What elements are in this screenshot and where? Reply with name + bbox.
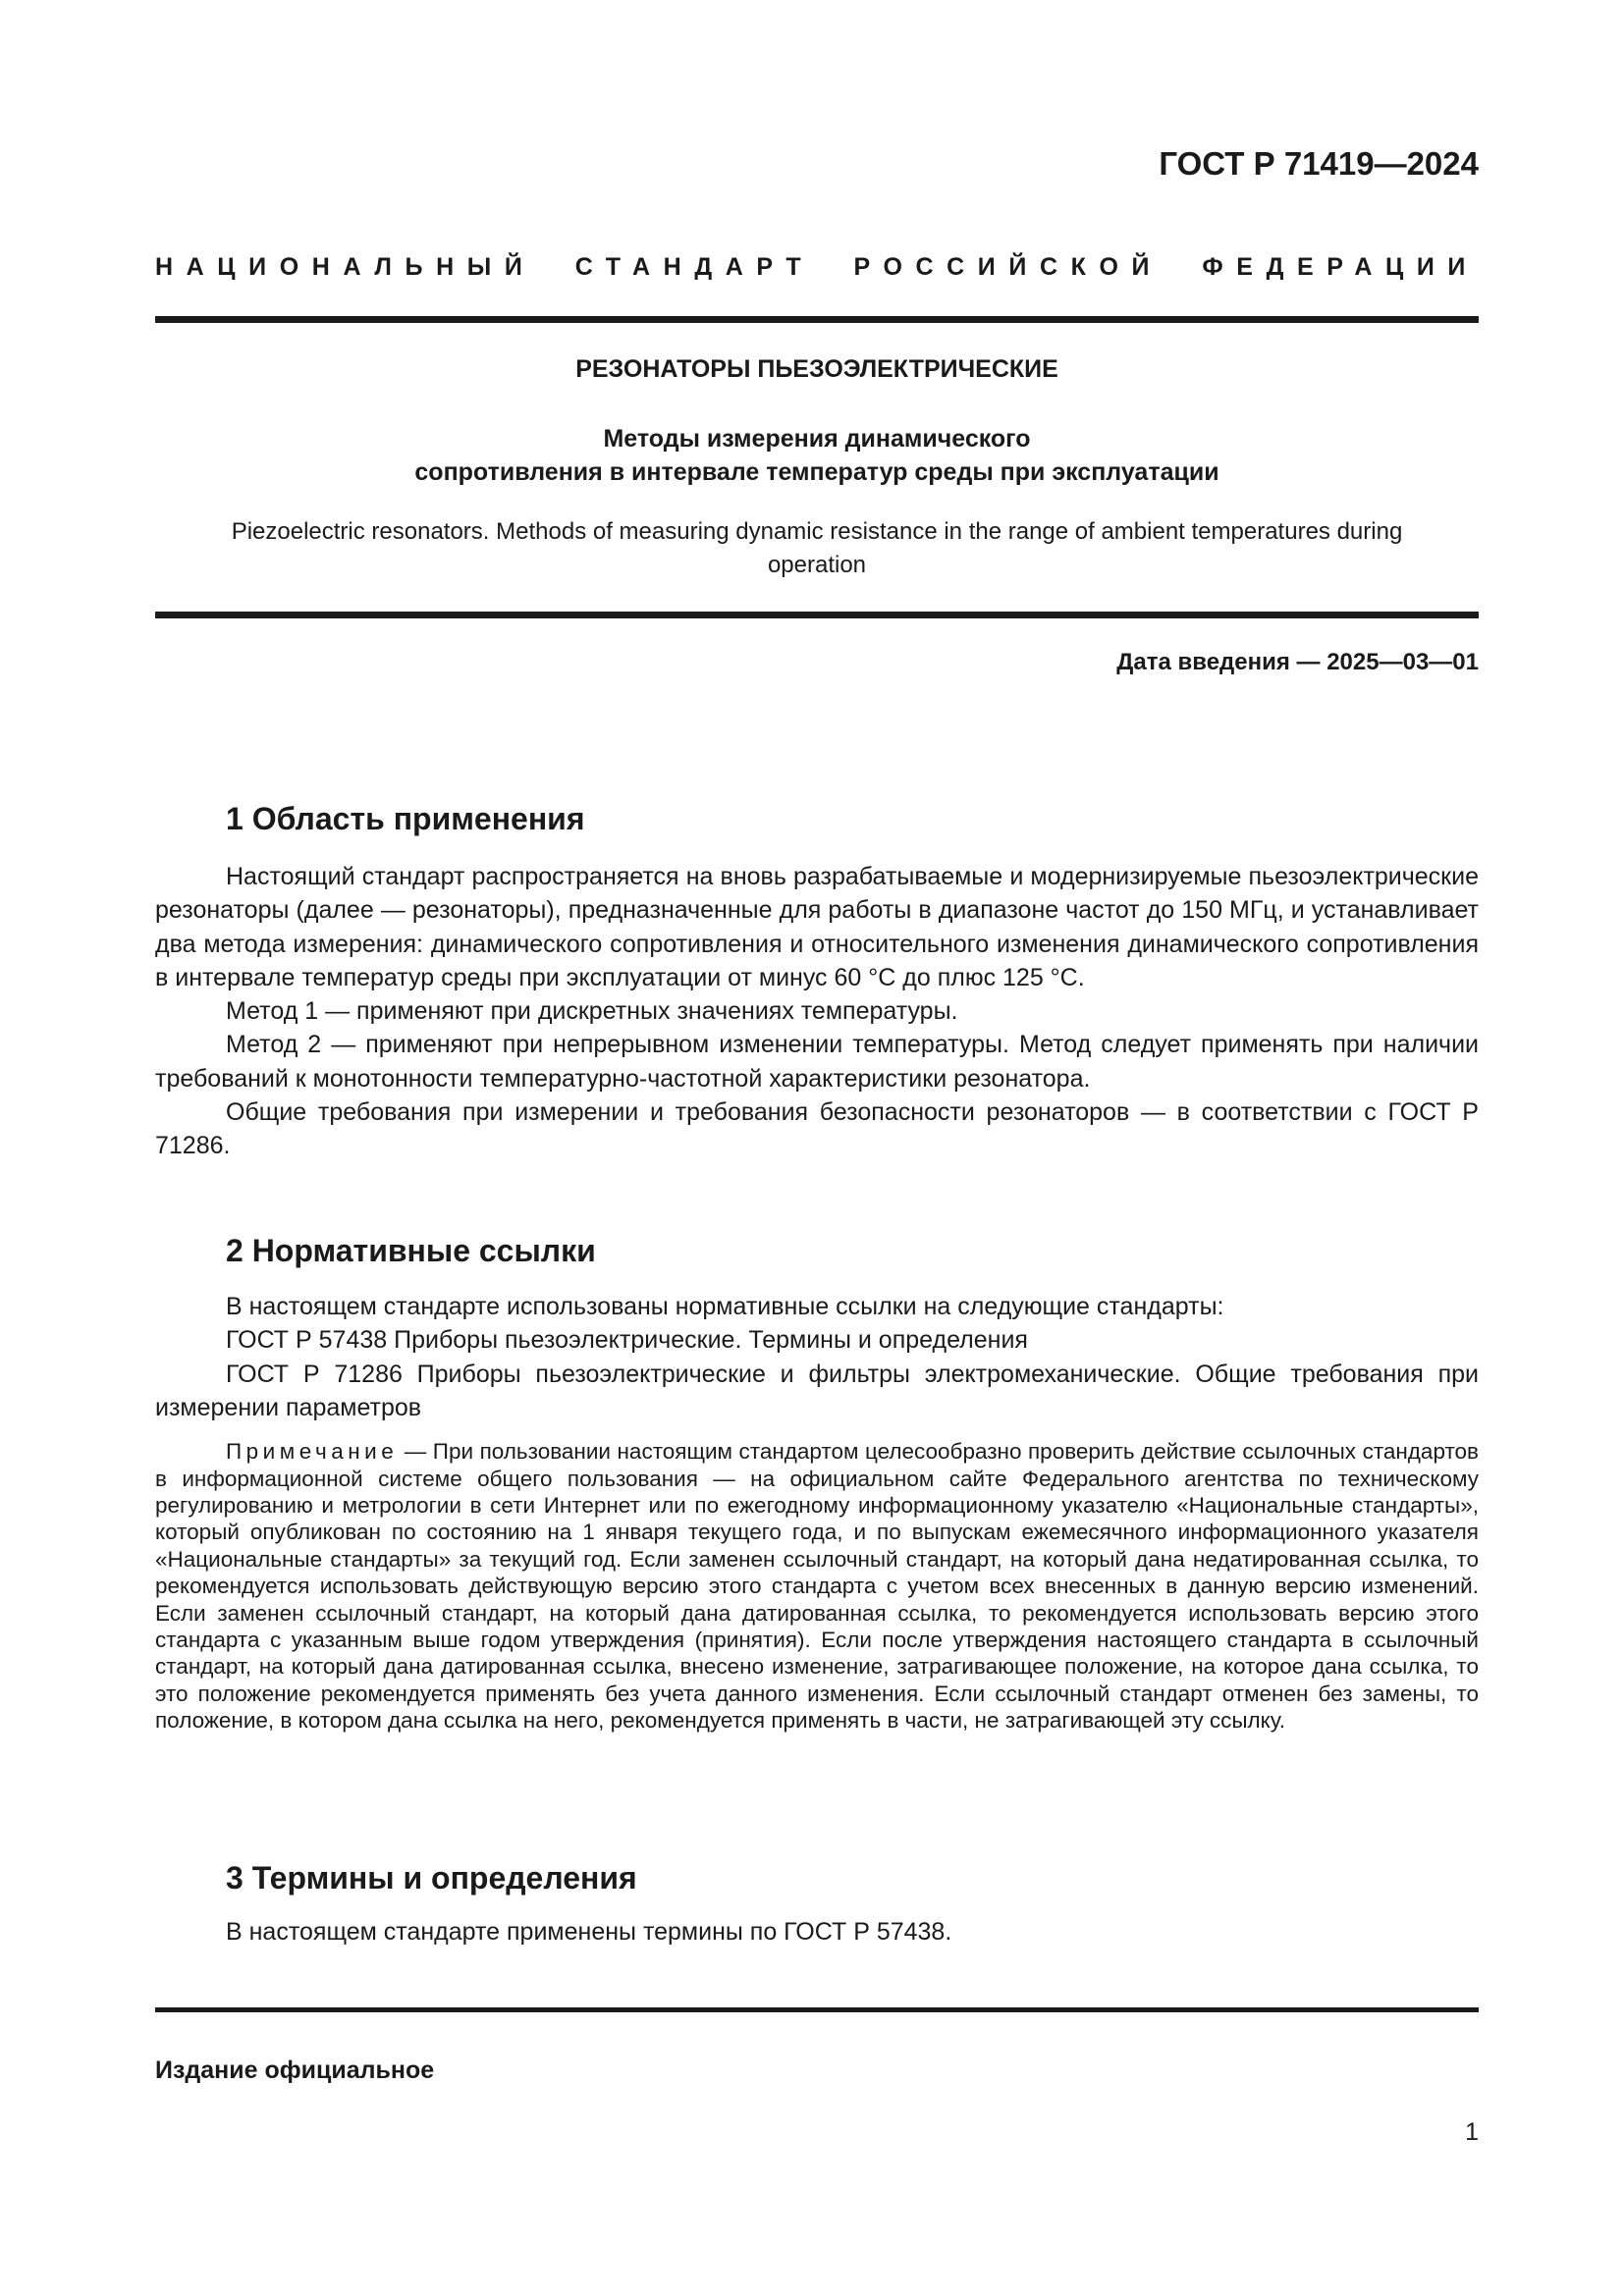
reference-item: ГОСТ Р 71286 Приборы пьезоэлектрические и фильтры электромеханические. Общие требования при измерении параметров — [155, 1360, 1479, 1421]
standard-code: ГОСТ Р 71419—2024 — [1159, 145, 1479, 182]
note-text: — При пользовании настоящим стандартом целесообразно проверить действие ссылочных стандартов в информационной системе общего пользования — на официальном сайте Федерального агентства по техническому регулированию и метрологии в сети Интернет или по ежегодному информационному указателю «Национальные стандарты», который опубликован по состоянию на 1 января текущего года, и по выпускам ежемесячного информационного указателя «Национальные стандарты» за текущий год. Если заменен ссылочный стандарт, на который дана недатированная ссылка, то рекомендуется использовать действующую версию этого стандарта с учетом всех внесенных в данную версию изменений. Если заменен ссылочный стандарт, на который дана датированная ссылка, то рекомендуется использовать версию этого стандарта с указанным выше годом утверждения (принятия). Если после утверждения настоящего стандарта в ссылочный стандарт, на который дана датированная ссылка, внесено изменение, затрагивающее положение, на которое дана ссылка, то это положение рекомендуется применять без учета данного изменения. Если ссылочный стандарт отменен без замены, то положение, в котором дана ссылка на него, рекомендуется применять в части, не затрагивающей эту ссылку. — [155, 1439, 1479, 1734]
section-normative-references — [155, 1231, 1479, 1735]
edition-label: Издание официальное — [155, 2056, 435, 2084]
top-divider — [155, 316, 1479, 323]
english-title: Piezoelectric resonators. Methods of measuring dynamic resistance in the range of ambient temperatures during operation — [231, 518, 1403, 578]
paragraph: В настоящем стандарте применены термины по ГОСТ Р 57438. — [226, 1918, 952, 1946]
subtitle-line-2: сопротивления в интервале температур среды при эксплуатации — [414, 458, 1219, 486]
reference-item: ГОСТ Р 57438 Приборы пьезоэлектрические. Термины и определения — [226, 1326, 1028, 1355]
paragraph: Метод 2 — применяют при непрерывном изменении температуры. Метод следует применять при наличии требований к монотонности температурно-частотной характеристики резонатора. — [155, 1031, 1479, 1093]
section-terms — [155, 1858, 1479, 1949]
page-number: 1 — [1465, 2118, 1479, 2146]
subtitle-line-1: Методы измерения динамического — [603, 425, 1031, 453]
document-title: РЕЗОНАТОРЫ ПЬЕЗОЭЛЕКТРИЧЕСКИЕ — [575, 355, 1058, 383]
paragraph: Общие требования при измерении и требования безопасности резонаторов — в соответствии с ГОСТ Р 71286. — [155, 1098, 1479, 1160]
section-heading: 2 Нормативные ссылки — [226, 1233, 596, 1268]
national-standard-banner: НАЦИОНАЛЬНЫЙ СТАНДАРТ РОССИЙСКОЙ ФЕДЕРАЦИИ — [155, 253, 1479, 281]
note-label: Примечание — [226, 1439, 399, 1465]
document-page — [155, 0, 1479, 2296]
section-scope — [155, 799, 1479, 1163]
paragraph: Метод 1 — применяют при дискретных значениях температуры. — [226, 997, 958, 1026]
section-heading: 3 Термины и определения — [226, 1860, 637, 1896]
paragraph: Настоящий стандарт распространяется на вновь разрабатываемые и модернизируемые пьезоэлектрические резонаторы (далее — резонаторы), предназначенные для работы в диапазоне частот до 150 МГц, и устанавливает два метода измерения: динамического сопротивления и относительного изменения динамического сопротивления в интервале температур среды при эксплуатации от минус 60 °С до плюс 125 °С. — [155, 863, 1479, 991]
title-divider — [155, 612, 1479, 618]
note — [155, 1438, 1479, 1734]
section-heading: 1 Область применения — [226, 801, 585, 836]
footer-divider — [155, 2007, 1479, 2012]
document-subtitle — [155, 422, 1479, 489]
introduction-date: Дата введения — 2025—03—01 — [1116, 649, 1479, 675]
paragraph: В настоящем стандарте использованы нормативные ссылки на следующие стандарты: — [226, 1293, 1224, 1320]
